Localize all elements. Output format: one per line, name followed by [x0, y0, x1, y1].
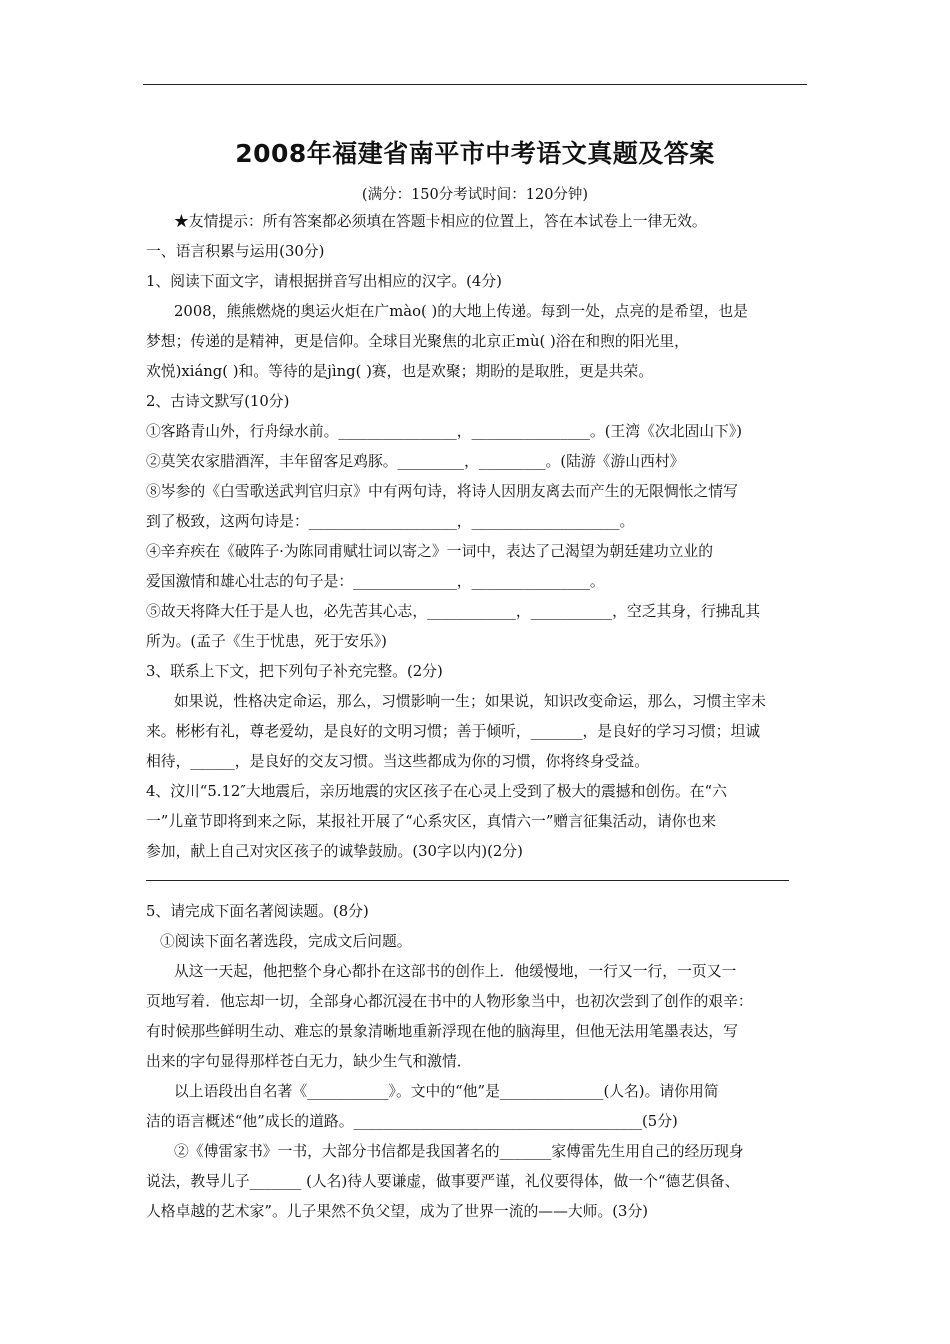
question-3: 3、联系上下文，把下列句子补充完整。(2分)	[146, 663, 443, 680]
paragraph-line: 说法，教导儿子_______ (人名)待人要谦虚，做事要严谨，礼仪要得体，做一个“德艺俱备、	[146, 1173, 740, 1190]
excerpt-line: 出来的字句显得那样苍白无力，缺少生气和激情．	[146, 1053, 472, 1070]
paragraph-line: 梦想；传递的是精神，更是信仰。全球目光聚焦的北京正mù( )浴在和煦的阳光里，	[146, 333, 689, 350]
paragraph-line: 人格卓越的艺术家”。儿子果然不负父望，成为了世界一流的——大师。(3分)	[146, 1203, 649, 1220]
excerpt-line: 从这一天起，他把整个身心都扑在这部书的创作上．他缓慢地，一行又一行，一页又一	[174, 963, 737, 980]
poem-item-1: ①客路青山外，行舟绿水前。________________，________________。(王湾《次北固山下》)	[146, 423, 743, 440]
section-heading: 一、语言积累与运用(30分)	[146, 243, 325, 260]
paragraph-line: 参加，献上自己对灾区孩子的诚挚鼓励。(30字以内)(2分)	[146, 843, 523, 860]
poem-item-4: ④辛弃疾在《破阵子·为陈同甫赋壮词以寄之》一词中，表达了己渴望为朝廷建功立业的	[146, 543, 713, 560]
question-5: 5、请完成下面名著阅读题。(8分)	[146, 903, 369, 920]
answer-blank-line	[146, 880, 789, 881]
exam-info: (满分：150分考试时间：120分钟)	[361, 187, 589, 203]
poem-item-5-cont: 所为。(孟子《生于忧患，死于安乐》)	[146, 633, 387, 650]
paragraph-line: 如果说，性格决定命运，那么，习惯影响一生；如果说，知识改变命运，那么，习惯主宰未	[174, 693, 766, 710]
paragraph-line: 欢悦)xiáng( )和。等待的是jìng( )赛，也是欢聚；期盼的是取胜，更是共荣。	[146, 363, 654, 380]
excerpt-line: 有时候那些鲜明生动、难忘的景象清晰地重新浮现在他的脑海里，但他无法用笔墨表达，写	[146, 1023, 738, 1040]
paragraph-line: 一”儿童节即将到来之际，某报社开展了“心系灾区，真情六一”赠言征集活动，请你也来	[146, 813, 717, 830]
paragraph-line: 2008，熊熊燃烧的奥运火炬在广mào( )的大地上传递。每到一处，点亮的是希望，也是	[174, 303, 748, 320]
question-4: 4、汶川“5.12″大地震后，亲历地震的灾区孩子在心灵上受到了极大的震撼和创伤。在“六	[146, 783, 727, 800]
poem-item-3-cont: 到了极致，这两句诗是：____________________，____________________。	[146, 513, 635, 530]
poem-item-2: ②莫笑农家腊酒浑，丰年留客足鸡豚。_________，_________。(陆游《游山西村》	[146, 453, 685, 470]
poem-item-3: ⑧岑参的《白雪歌送武判官归京》中有两句诗，将诗人因朋友离去而产生的无限惆怅之情写	[146, 483, 738, 500]
question-1: 1、阅读下面文字，请根据拼音写出相应的汉字。(4分)	[146, 273, 502, 290]
paragraph-line: 来。彬彬有礼，尊老爱幼，是良好的文明习惯；善于倾听，_______，是良好的学习习惯；坦诚	[146, 723, 761, 740]
page-title: 2008年福建省南平市中考语文真题及答案	[235, 139, 715, 168]
sub-question-2: ②《傅雷家书》一书，大部分书信都是我国著名的_______家傅雷先生用自己的经历现身	[174, 1143, 744, 1160]
poem-item-5: ⑤故天将降大任于是人也，必先苦其心志，____________，___________，空乏其身，行拂乱其	[146, 603, 761, 620]
tip-line: ★友情提示：所有答案都必须填在答题卡相应的位置上，答在本试卷上一律无效。	[174, 213, 707, 230]
header-rule	[143, 84, 807, 85]
poem-item-4-cont: 爱国激情和雄心壮志的句子是：______________，________________。	[146, 573, 605, 590]
question-2: 2、古诗文默写(10分)	[146, 393, 290, 410]
excerpt-line: 页地写着．他忘却一切，全部身心都沉浸在书中的人物形象当中，也初次尝到了创作的艰辛：	[146, 993, 753, 1010]
paragraph-line: 以上语段出自名著《___________》。文中的“他”是______________(人名)。请你用简	[174, 1083, 719, 1100]
sub-question-1: ①阅读下面名著选段，完成文后问题。	[160, 933, 412, 950]
paragraph-line: 洁的语言概述“他”成长的道路。_______________________________________(5分)	[146, 1113, 678, 1130]
paragraph-line: 相待，______，是良好的交友习惯。当这些都成为你的习惯，你将终身受益。	[146, 753, 650, 770]
